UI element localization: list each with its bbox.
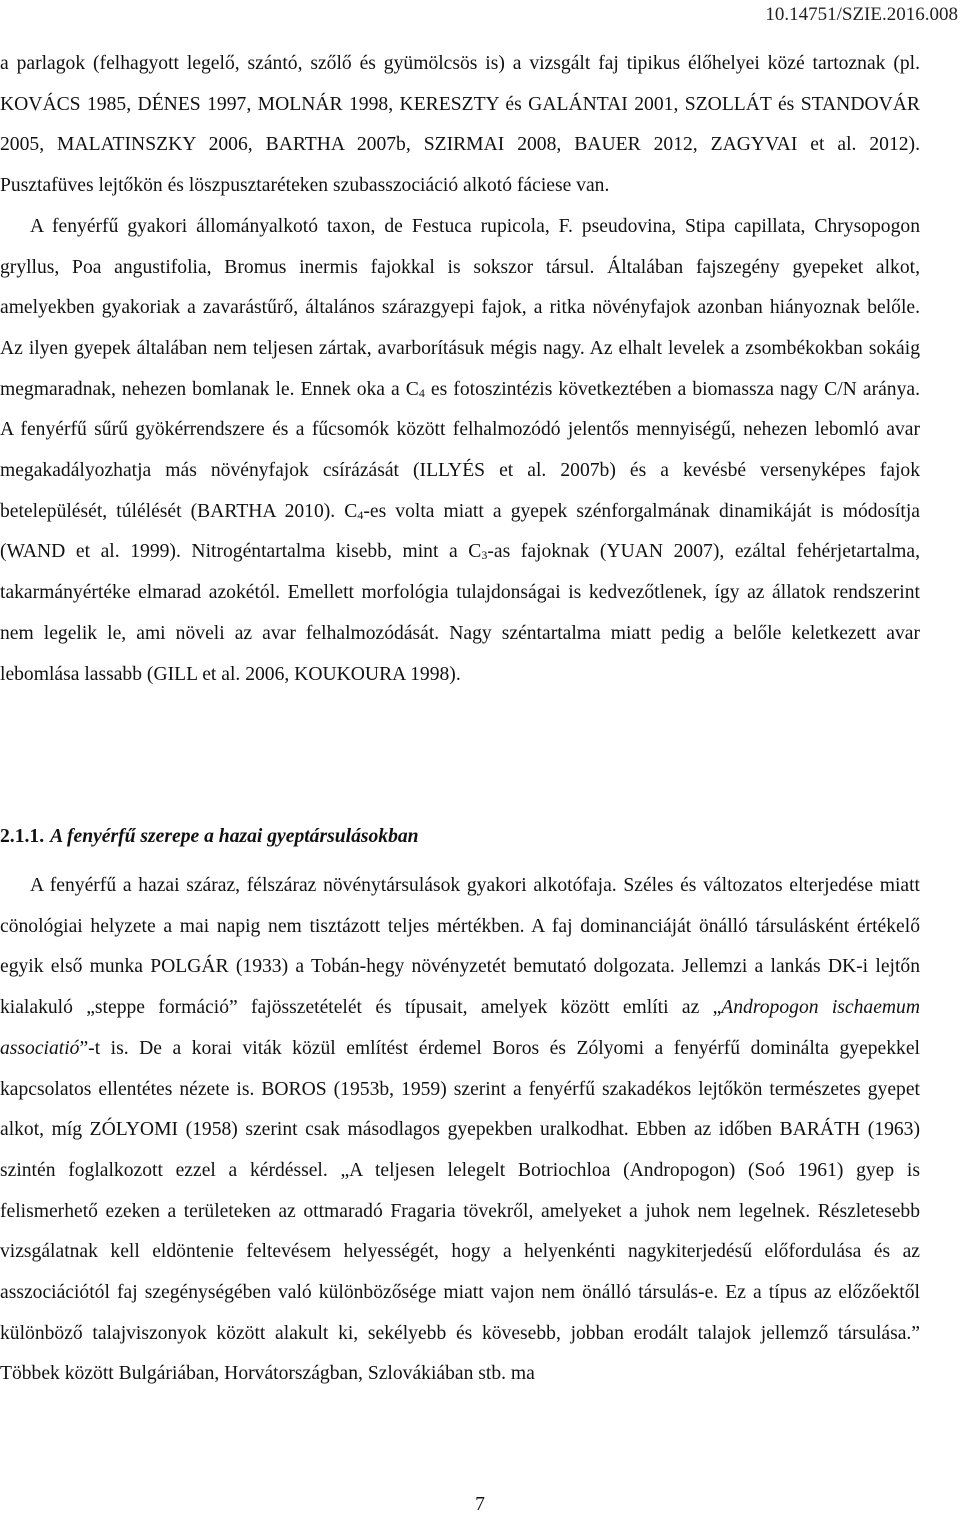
section-heading xyxy=(0,826,419,848)
body-text xyxy=(0,44,920,695)
section-body xyxy=(0,866,920,1395)
paragraph-2 xyxy=(0,207,920,695)
subscript: 4 xyxy=(418,385,425,400)
section-title: A fenyérfű szerepe a hazai gyeptársulásokban xyxy=(50,826,419,847)
section-paragraph-part-a: A fenyérfű a hazai száraz, félszáraz növénytársulások gyakori alkotófaja. Széles és változatos elterjedése miatt cönológiai helyzete a mai napig nem tisztázott teljes mértékben. A faj dominanciáját önálló társulásként értékelő egyik első munka POLGÁR (1933) a Tobán-hegy növényzetét bemutató dolgozata. Jellemzi a lankás DK-i lejtőn kialakuló „steppe formáció” fajösszetételét és típusait, amelyek között említi az „ xyxy=(0,875,920,1019)
paragraph-2-part-d: -as fajoknak (YUAN 2007), ezáltal fehérjetartalma, takarmányértéke elmarad azokétól. Emellett morfológia tulajdonságai is kedvezőtlenek, így az állatok rendszerint nem legelik le, ami növeli az avar felhalmozódását. Nagy széntartalma miatt pedig a belőle keletkezett avar lebomlása lassabb (GILL et al. 2006, KOUKOURA 1998). xyxy=(0,541,920,685)
paragraph-1: a parlagok (felhagyott legelő, szántó, szőlő és gyümölcsös is) a vizsgált faj tipikus élőhelyei közé tartoznak (pl. KOVÁCS 1985, DÉNES 1997, MOLNÁR 1998, KERESZTY és GALÁNTAI 2001, SZOLLÁT és STANDOVÁR 2005, MALATINSZKY 2006, BARTHA 2007b, SZIRMAI 2008, BAUER 2012, ZAGYVAI et al. 2012). Pusztafüves lejtőkön és löszpusztaréteken szubasszociáció alkotó fáciese van. xyxy=(0,53,920,197)
subscript: 4 xyxy=(357,507,364,522)
section-number: 2.1.1. xyxy=(0,826,45,847)
doi-header: 10.14751/SZIE.2016.008 xyxy=(765,4,958,25)
paragraph-2-part-c: -es volta miatt a gyepek szénforgalmának dinamikáját is módosítja (WAND et al. 1999). Nitrogéntartalma kisebb, mint a C xyxy=(0,500,920,563)
page-number: 7 xyxy=(475,1494,485,1515)
paragraph-2-part-a: A fenyérfű gyakori állományalkotó taxon, de Festuca rupicola, F. pseudovina, Stipa capillata, Chrysopogon gryllus, Poa angustifolia, Bromus inermis fajokkal is sokszor társul. Általában fajszegény gyepeket alkot, amelyekben gyakoriak a zavarástűrő, általános szárazgyepi fajok, a ritka növényfajok azonban hiányoznak belőle. Az ilyen gyepek általában nem teljesen zártak, avarborításuk mégis nagy. Az elhalt levelek a zsombékokban sokáig megmaradnak, nehezen bomlanak le. Ennek oka a C xyxy=(0,215,920,400)
section-paragraph-part-b: ”-t is. De a korai viták közül említést érdemel Boros és Zólyomi a fenyérfű domináltа gyepekkel kapcsolatos ellentétes nézete is. BOROS (1953b, 1959) szerint a fenyérfű szakadékos lejtőkön természetes gyepet alkot, míg ZÓLYOMI (1958) szerint csak másodlagos gyepekben uralkodhat. Ebben az időben BARÁTH (1963) szintén foglalkozott ezzel a kérdéssel. „A teljesen lelegelt Botriochloa (Andropogon) (Soó 1961) gyep is felismerhető ezeken a területeken az ottmaradó Fragaria tövekről, amelyeket a juhok nem legelnek. Részletesebb vizsgálatnak kell eldöntenie feltevésem helyességét, hogy a helyenkénti nagykiterjedésű előfordulása és az asszociációtól faj szegénységében való különbözősége miatt vajon nem önálló társulás-e. Ez a típus az előzőektől különböző talajviszonyok között alakult ki, sekélyebb és kövesebb, jobban erodált talajok jellemző társulása.” Többek között Bulgáriában, Horvátországban, Szlovákiában stb. ma xyxy=(0,1037,920,1385)
section-paragraph xyxy=(0,866,920,1395)
paragraph-2-part-b: es fotoszintézis következtében a biomassza nagy C/N aránya. A fenyérfű sűrű gyökérrendszere és a fűcsomók között felhalmozódó jelentős mennyiségű, nehezen lebomló avar megakadályozhatja más növényfajok csírázását (ILLYÉS et al. 2007b) és a kevésbé versenyképes fajok betelepülését, túlélését (BARTHA 2010). C xyxy=(0,378,920,522)
subscript: 3 xyxy=(481,548,488,563)
italic-taxon: Andropogon ischaemum associatió xyxy=(0,997,921,1059)
